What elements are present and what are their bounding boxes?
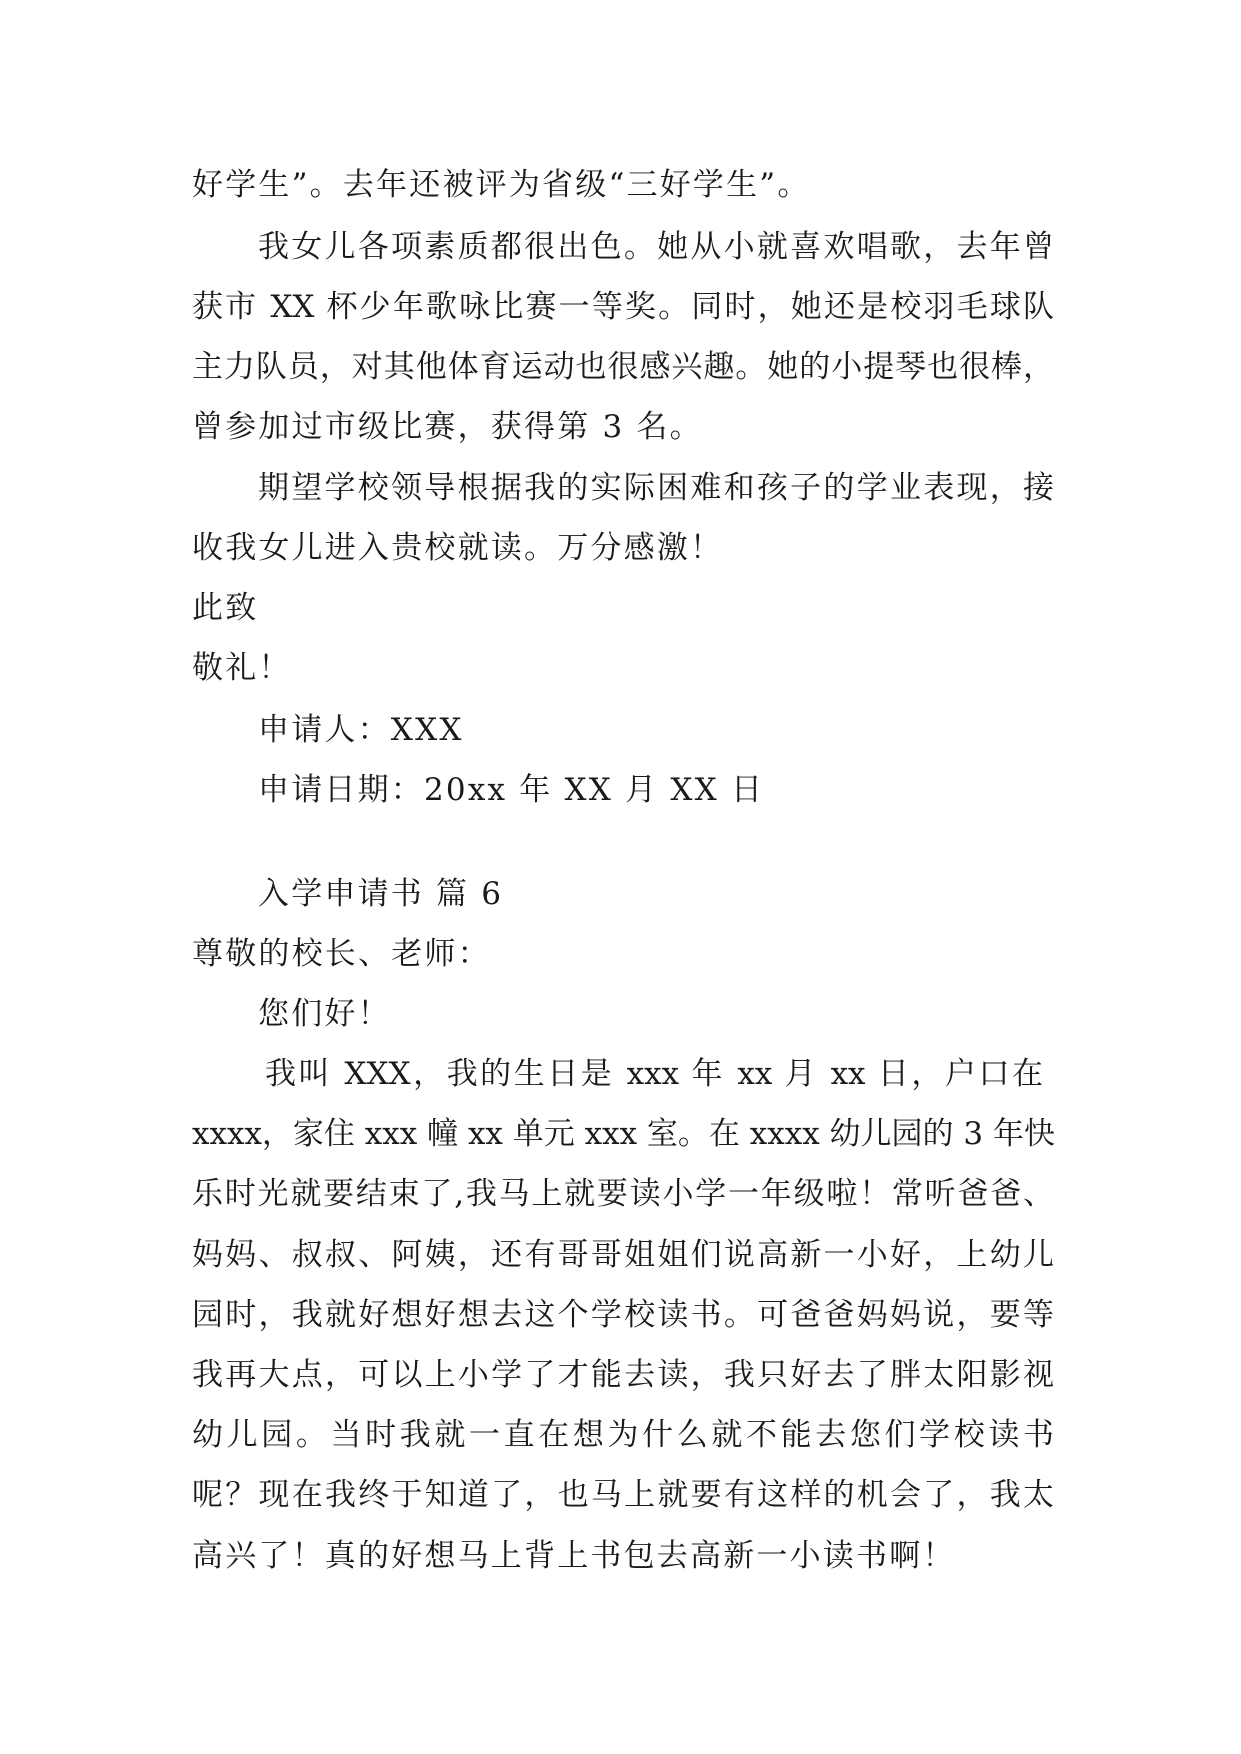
text-line: 乐时光就要结束了,我马上就要读小学一年级啦！常听爸爸、 <box>192 1176 1054 1212</box>
closing-line: 此致 <box>192 590 259 626</box>
text-line: 曾参加过市级比赛，获得第 3 名。 <box>192 409 703 445</box>
text-line: 好学生”。去年还被评为省级“三好学生”。 <box>192 167 811 203</box>
text-line: 主力队员，对其他体育运动也很感兴趣。她的小提琴也很棒， <box>192 349 1054 385</box>
text-line: 幼儿园。当时我就一直在想为什么就不能去您们学校读书 <box>192 1417 1054 1453</box>
text-line: 期望学校领导根据我的实际困难和孩子的学业表现，接 <box>258 470 1054 506</box>
text-line: 我再大点，可以上小学了才能去读，我只好去了胖太阳影视 <box>192 1357 1054 1393</box>
section-title: 入学申请书 篇 6 <box>258 876 504 912</box>
text-line: 收我女儿进入贵校就读。万分感激！ <box>192 530 724 566</box>
text-line: 高兴了！真的好想马上背上书包去高新一小读书啊！ <box>192 1538 956 1574</box>
text-line: xxxx，家住 xxx 幢 xx 单元 xxx 室。在 xxxx 幼儿园的 3 年快 <box>192 1116 1055 1152</box>
text-line: 我女儿各项素质都很出色。她从小就喜欢唱歌，去年曾 <box>258 229 1054 265</box>
text-line: 我叫 XXX，我的生日是 xxx 年 xx 月 xx 日，户口在 <box>265 1056 1043 1092</box>
text-line: 妈妈、叔叔、阿姨，还有哥哥姐姐们说高新一小好，上幼儿 <box>192 1237 1054 1273</box>
closing-line: 敬礼！ <box>192 650 292 686</box>
text-line: 园时，我就好想好想去这个学校读书。可爸爸妈妈说，要等 <box>192 1297 1054 1333</box>
text-line: 获市 XX 杯少年歌咏比赛一等奖。同时，她还是校羽毛球队 <box>192 289 1054 325</box>
salutation: 尊敬的校长、老师： <box>192 936 491 972</box>
greeting: 您们好！ <box>258 996 391 1032</box>
applicant-line: 申请人：XXX <box>258 712 464 748</box>
text-line: 呢？现在我终于知道了，也马上就要有这样的机会了，我太 <box>192 1477 1054 1513</box>
date-line: 申请日期：20xx 年 XX 月 XX 日 <box>258 772 765 808</box>
